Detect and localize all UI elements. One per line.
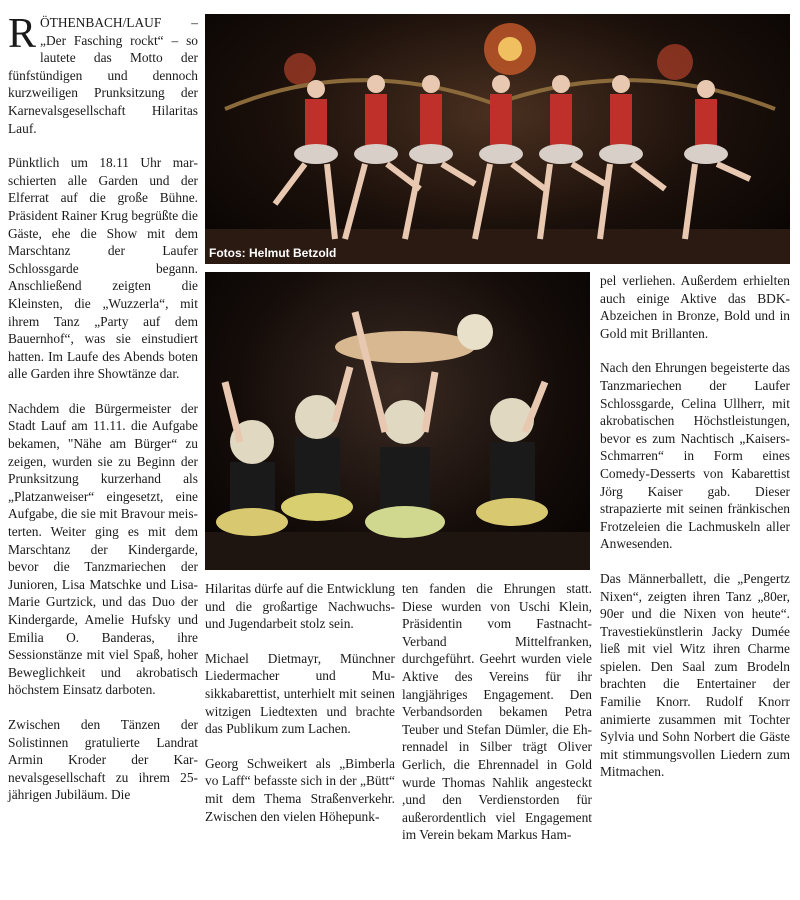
article-column-4 — [600, 272, 790, 781]
paragraph: Das Männerballett, die „Pengertz Nixen“, zeigten ihren Tanz „80er, 90er und die Nixen von heute“. Travestiekünstlerin Jacky Dumée ließ mit viel Witz ihren Charme spielen. Den Saal zum Brodeln brachten die Entertainer der Familie Knorr. Rudolf Knorr animierte zusammen mit Tochter Sylvia und Sohn Norbert die Gäste mit stimmungsvollen Liedern zum Mitmachen. — [600, 570, 790, 780]
paragraph: Michael Dietmayr, Münchner Liedermacher und Musikkabarettist, unterhielt mit seinen witzigen Liedtexten und brachte das Publikum zum Lachen. — [205, 650, 395, 737]
paragraph: Nach den Ehrungen begeisterte das Tanzmariechen der Laufer Schlossgarde, Celina Ullherr, mit akrobatischen Höchstleistungen, bevor es zum Nachtisch „Kaisers-Schmarren“ in Form eines Comedy-Desserts von Kabarettist Jörg Kaiser gab. Dieser strapazierte mit seinen fränkischen Frotzeleien die Lachmuskeln aller Anwesenden. — [600, 360, 790, 552]
paragraph: Nachdem die Bürgermeister der Stadt Lauf am 11.11. die Aufgabe bekamen, "Nähe am Bürger“ zu zeigen, wurden sie zu Beginn der Prunksitzung kurzerhand als „Platzanweiser“ eingesetzt, eine Aufgabe, die sie mit Bravour meisterten. Weiter ging es mit dem Marschtanz der Kindergarde, bevor die Tanzmariechen der Junioren, Lisa Matschke und Lisa-Marie Gurtzick, und das Duo der Kindergarde, Amelie Hufsky und Emilia O. Banderas, ihre Sessionstänze mit viel Spaß, hoher Beweglichkeit und akrobatisch höchstem Einsatz darboten. — [8, 400, 198, 698]
paragraph: Hilaritas dürfe auf die Entwicklung und die großartige Nachwuchs- und Jugendarbeit stolz sein. — [205, 581, 395, 632]
article-column-1 — [8, 11, 198, 804]
lead-paragraph — [8, 11, 198, 137]
paragraph: pel verliehen. Außerdem erhielten auch einige Aktive das BDK-Abzeichen in Bronze, Bold und in Gold mit Brillanten. — [600, 273, 790, 341]
lead-text: ÖTHENBACH/LAUF – „Der Fasching rockt“ – so lautete das Motto der fünfstündigen und dennoch kurzweiligen Prunksitzung der Karnevalsgesellschaft Hilaritas Lauf. — [8, 15, 198, 136]
paragraph: Georg Schweikert als „Bimberla vo Laff“ befasste sich in der „Bütt“ mit dem Thema Straßenverkehr. Zwischen den vielen Höhepunk- — [205, 755, 395, 824]
drop-cap: R — [8, 11, 37, 57]
photo-dance-guard — [205, 14, 790, 264]
photo-mens-ballet — [205, 272, 590, 570]
photo-credit: Fotos: Helmut Betzold — [209, 246, 337, 260]
article-column-2 — [205, 580, 395, 825]
paragraph: ten fanden die Ehrungen statt. Diese wurden von Uschi Klein, Präsidentin vom Fastnacht-Verband Mittelfranken, durchgeführt. Geehrt wurden viele Aktive des Vereins für ihr langjähriges Engagement. Den Verbandsorden bekamen Petra Teuber und Stefan Dümler, die Ehrennadel in Silber trägt Oliver Gerlich, die Ehrennadel in Gold wurde Thomas Nahlik angesteckt ,und den Verdienstorden für außerordentlich viel Engagement im Verein bekam Markus Ham- — [402, 581, 592, 843]
photo-mens-ballet-illustration — [205, 272, 590, 570]
paragraph: Zwischen den Tänzen der Solistinnen gratulierte Landrat Armin Kroder der Karnevalsgesellschaft zu ihrem 25-jährigen Jubiläum. Die — [8, 716, 198, 803]
paragraph: Pünktlich um 18.11 Uhr marschierten alle Garden und der Elferrat auf die große Bühne. Präsident Rainer Krug begrüßte die Gäste, ehe die Show mit dem Marschtanz der Laufer Schlossgarde begann. Anschließend zeigten die Kleinsten, die „Wuzzerla“, mit ihrem Tanz „Party auf dem Bauernhof“, was sie einstudiert hatten. Im Laufe des Abends boten alle Garden ihre Showtänze dar. — [8, 155, 198, 382]
article-column-3 — [402, 580, 592, 844]
photo-dance-guard-illustration — [205, 14, 790, 264]
